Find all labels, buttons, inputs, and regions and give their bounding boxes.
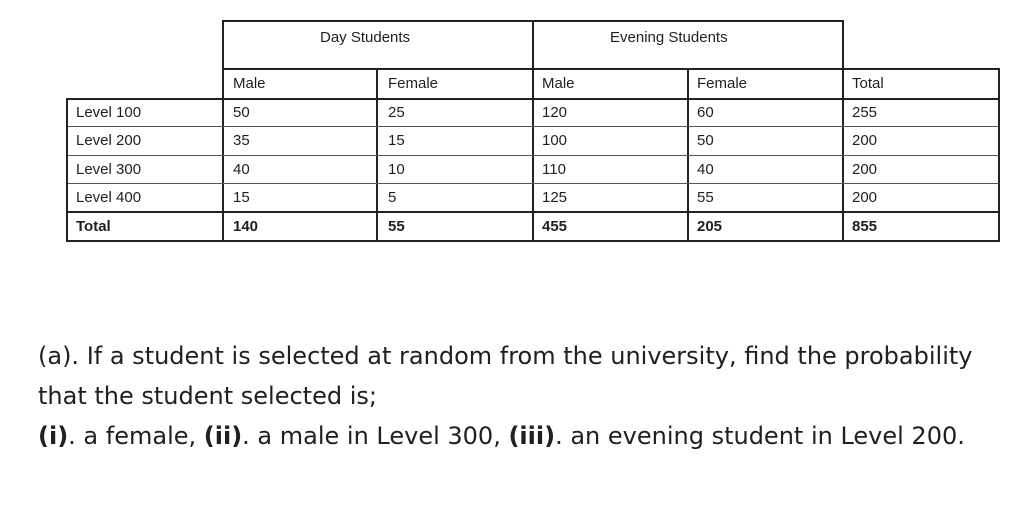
total-cell: 855: [852, 218, 878, 235]
table-cell: 15: [233, 189, 250, 206]
subheader-evening-male: Male: [542, 75, 575, 92]
table-cell: 50: [697, 132, 714, 149]
subheader-day-female: Female: [388, 75, 439, 92]
row-label: Level 300: [76, 161, 142, 178]
table-border: [66, 155, 999, 156]
header-day-students: Day Students: [320, 29, 411, 46]
part-iii-text: . an evening student in Level 200.: [555, 422, 965, 450]
subheader-evening-female: Female: [697, 75, 748, 92]
table-cell: 200: [852, 132, 878, 149]
table-cell: 200: [852, 189, 878, 206]
table-cell: 255: [852, 104, 878, 121]
row-label: Level 400: [76, 189, 142, 206]
total-cell: 140: [233, 218, 259, 235]
row-label: Level 100: [76, 104, 142, 121]
table-border: [222, 20, 224, 242]
table-border: [222, 68, 999, 70]
table-border: [66, 126, 999, 127]
part-i-label: (i): [38, 422, 69, 450]
table-border: [842, 20, 844, 242]
table-cell: 100: [542, 132, 568, 149]
table-cell: 125: [542, 189, 568, 206]
part-iii-label: (iii): [508, 422, 556, 450]
table-cell: 40: [697, 161, 714, 178]
table-cell: 60: [697, 104, 714, 121]
total-row-label: Total: [76, 218, 111, 235]
table-border: [532, 20, 534, 242]
table-border: [66, 98, 999, 100]
subheader-total: Total: [852, 75, 884, 92]
question-line-1: (a). If a student is selected at random from the university, find the probability that the student selected is;: [38, 342, 973, 410]
header-evening-students: Evening Students: [610, 29, 728, 46]
table-border: [66, 240, 999, 242]
table-cell: 50: [233, 104, 250, 121]
table-cell: 120: [542, 104, 568, 121]
table-cell: 5: [388, 189, 397, 206]
table-cell: 110: [542, 161, 566, 178]
table-cell: 10: [388, 161, 405, 178]
question-text: [38, 336, 988, 456]
table-border: [66, 183, 999, 184]
part-ii-text: . a male in Level 300,: [242, 422, 509, 450]
part-i-text: . a female,: [68, 422, 204, 450]
table-cell: 40: [233, 161, 250, 178]
total-cell: 455: [542, 218, 568, 235]
table-cell: 35: [233, 132, 250, 149]
total-cell: 205: [697, 218, 723, 235]
total-cell: 55: [388, 218, 405, 235]
table-cell: 55: [697, 189, 714, 206]
table-border: [66, 98, 68, 242]
table-cell: 15: [388, 132, 405, 149]
table-cell: 200: [852, 161, 878, 178]
table-border: [66, 211, 999, 213]
question-parts: [38, 416, 988, 456]
row-label: Level 200: [76, 132, 142, 149]
subheader-day-male: Male: [233, 75, 266, 92]
part-ii-label: (ii): [203, 422, 243, 450]
table-cell: 25: [388, 104, 405, 121]
